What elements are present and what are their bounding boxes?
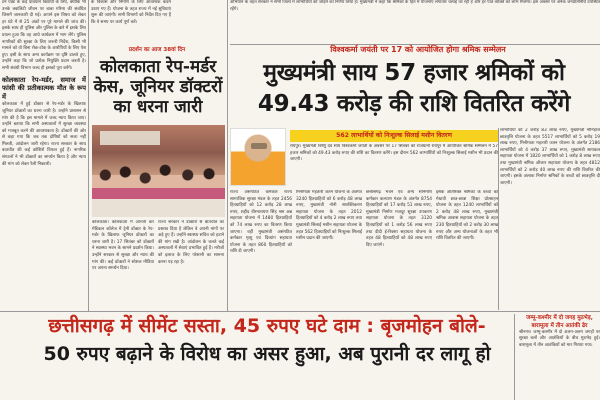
bottom-headline-line1: छत्तीसगढ़ में सीमेंट सस्ता, 45 रुपए घटे दाम : बृजमोहन बोले- [48, 315, 486, 337]
column-divider [88, 0, 89, 312]
main-grid-col-4 [436, 190, 498, 310]
story2-text-b [158, 220, 224, 308]
main-intro-paragraph: रायपुर। मुख्यमंत्री विष्णु देव साय विश्वकर्मा जयंती के अवसर पर 17 सितंबर को राजधानी रायपुर में आयोजित श्रमिक सम्मेलन में 57 हजार श्रमिकों को 49.43 करोड़ रुपए की राशि का वितरण करेंगे। इस दौरान 562 लाभार्थियों को निःशुल्क सिलाई मशीन भी प्रदान की जाएगी। [290, 144, 498, 163]
side-news-title: जम्मू-कश्मीर में दो जगह मुठभेड़, बारामूला में तीन आतंकी ढेर [526, 315, 593, 329]
column-divider [498, 128, 499, 310]
main-headline: मुख्यमंत्री साय 57 हजार श्रमिकों को 49.43 करोड़ की राशि वितरित करेंगे [257, 60, 571, 117]
story2-paragraph-b: राज्य सरकार ने डॉक्टरों से बातचीत का प्रस्ताव दिया है लेकिन वे अपनी मांगों पर अड़े हुए हैं। उन्होंने स्वास्थ्य सचिव को हटाने की मांग रखी है। आंदोलन के चलते कई अस्पतालों में सेवाएं प्रभावित हुई हैं। मरीजों को इलाज के लिए परेशानी का सामना करना पड़ रहा है। [158, 220, 224, 265]
main-subhead-box [290, 130, 498, 142]
story2-kicker: प्रदर्शन का आज 38वां दिन [128, 47, 186, 53]
grid-paragraph-2: मिनीमाता महतारी जतन योजना के अंतर्गत 3240 हितग्राहियों को 6 करोड़ 48 लाख रुपए, मुख्यमंत्री नोनी सशक्तिकरण सहायता योजना के तहत 2012 हितग्राहियों को 4 करोड़ 2 लाख रुपए तथा मुख्यमंत्री सिलाई मशीन सहायता योजना के तहत 562 हितग्राहियों को निःशुल्क सिलाई मशीन प्रदान की जाएगी। [296, 190, 362, 242]
column2-paragraph: के विकास और निर्माण के लिए आवश्यक कदम उठाए गए हैं। योजना के तहत राज्य में नई सुविधाएं शुरू की जाएंगी। सभी विभागों को निर्देश दिए गए हैं कि वे समय पर कार्य पूर्ण करें। [91, 0, 171, 25]
side-news-box [514, 314, 600, 400]
grid-paragraph-3: छत्तीसगढ़ भवन एवं अन्य संनिर्माण कर्मकार कल्याण मंडल के अंतर्गत 8754 हितग्राहियों को 17 करोड़ 51 लाख रुपए, मुख्यमंत्री निर्माण मजदूर सुरक्षा उपकरण सहायता योजना के तहत 3120 हितग्राहियों को 1 करोड़ 56 लाख रुपए तथा दीदी ई-रिक्शा सहायता योजना के तहत 48 हितग्राहियों को 48 लाख रुपए दिए जाएंगे। [366, 190, 432, 248]
grid-paragraph-1: राज्य असंगठित कर्मकार राज्य सामाजिक सुरक्षा मंडल के तहत 2456 हितग्राहियों को 12 करोड़ 28 लाख रुपए, शहीद वीरनारायण सिंह श्रम अन्न सहायता योजना में 1480 हितग्राहियों को 74 लाख रुपए का वितरण किया जाएगा। वहीं मुख्यमंत्री असंगठित कर्मकार मृत्यु एवं दिव्यांग सहायता योजना के तहत 860 हितग्राहियों को राशि दी जाएगी। [230, 190, 292, 255]
main-right-column [500, 128, 600, 308]
main-grid-col-3 [366, 190, 432, 310]
left-column-text-bottom: कोलकाता में हुई डॉक्टर से रेप-मर्डर के खिलाफ जूनियर डॉक्टरों का धरना जारी है। उन्होंने प्रशासन से मांग की है कि इस मामले में जल्द न्याय किया जाए। उन्होंने बताया कि सभी अस्पतालों में सुरक्षा व्यवस्था को मजबूत करने की आवश्यकता है। डॉक्टरों की ओर से कहा गया कि जब तक दोषियों को सजा नहीं मिलती, आंदोलन जारी रहेगा। राज्य सरकार के साथ बातचीत की कई कोशिशें विफल हुई हैं। नागरिक संगठनों ने भी डॉक्टरों का समर्थन किया है और न्याय की मांग को लेकर रैली निकाली। [2, 102, 86, 167]
bottom-headline-line2: 50 रुपए बढ़ाने के विरोध का असर हुआ, अब पुरानी दर लागू हो [43, 343, 491, 365]
main-subhead: 562 लाभार्थियों को निःशुल्क सिलाई मशीन वितरण [336, 132, 452, 139]
photo-crowd [92, 157, 225, 217]
story2-paragraph-a: कोलकाता। कोलकाता में आरजी कर मेडिकल कॉलेज में ट्रेनी डॉक्टर के रेप-मर्डर के खिलाफ जूनियर डॉक्टरों का धरना जारी है। 17 सितंबर को डॉक्टरों ने स्वास्थ्य भवन के सामने प्रदर्शन किया। उन्होंने सरकार से सुरक्षा और न्याय की मांग की। कई डॉक्टरों ने सोशल मीडिया पर अपना समर्थन दिया। [92, 220, 154, 272]
story2-text-a [92, 220, 154, 308]
main-right-paragraph: लाभार्थियों को 2 करोड़ 83 लाख रुपए, मुख्यमंत्री नौनिहाल छात्रवृत्ति योजना के तहत 5517 लाभार्थियों को 5 करोड़ 19 लाख रुपए, मिनीमाता महतारी जतन योजना के अंतर्गत 2186 लाभार्थियों को 4 करोड़ 37 लाख रुपए, मुख्यमंत्री सायकल सहायता योजना में 1820 लाभार्थियों को 1 करोड़ 8 लाख रुपए तथा मुख्यमंत्री श्रमिक औजार सहायता योजना के तहत 4812 लाभार्थियों को 2 करोड़ 40 लाख रुपए की राशि वितरित की जाएगी। इसके अलावा निर्माण श्रमिकों के बच्चों को छात्रवृत्ति दी जाएगी। [500, 128, 600, 186]
photo-banner [100, 131, 160, 145]
chief-minister-photo [230, 128, 286, 186]
side-news-text: श्रीनगर। जम्मू-कश्मीर में दो अलग-अलग जगहों पर सुरक्षा बलों और आतंकियों के बीच मुठभेड़ हुई। बारामूला में तीन आतंकियों को मार गिराया गया। [519, 330, 600, 348]
main-kicker: विश्वकर्मा जयंती पर 17 को आयोजित होगा श्रमिक सम्मेलन [330, 45, 506, 54]
column3-paragraph: अभियान के तहत सरकार ने सभी जिलों में लाभार्थियों को जोड़ने का निर्णय लिया है। मुख्यमंत्री ने कहा कि श्रमिकों के हित में योजनाएं लगातार चलाई जा रही हैं और हर पात्र व्यक्ति को लाभ मिलेगा। इस अवसर पर अनेक जनप्रतिनिधि उपस्थित रहेंगे। [230, 0, 600, 12]
protest-photo [92, 125, 225, 217]
left-column [2, 0, 86, 312]
main-grid-col-2 [296, 190, 362, 310]
column-divider [227, 0, 228, 312]
main-grid-col-1 [230, 190, 292, 310]
left-column-text-top: टर्न एक्ट के कड़े प्रावधान विद्यार्थी के लिए, क्योंकि भी उनके क्वालिटी जीवन पर बाबा गरिमा की संबंधित जिसमें जानकारी दी गई। आपने इस विषय को लेकर हर घंटे में से 25 अंकों पर पूरे मामले की जांच की। इसके साथ ही पुलिस और पुलिस के बारे में इसके लिए प्रयत्न हुआ कि वह आधे कार्यक्रम में भाग लेंगे। पुलिस नागरिकों की सुरक्षा के लिए जरूरी निर्देश, किसी भी मामले को वो बिना रोक-टोक के आरोपियों के लिए पेश हुए। इसी के साथ अन्य कार्यक्रम पर दृष्टि डालते हुए, उन्होंने कहा कि जो प्रत्येक नियुक्ति प्रदान करती है। सभी संबंधी विभाग जल्द ही इसको पूरा करेंगे। [2, 0, 86, 71]
bottom-headline [22, 312, 512, 400]
left-column-headline: कोलकाता रेप-मर्डर, समाज में फांसी की प्रतीकात्मक मौत के रूप में [2, 75, 86, 101]
main-intro [290, 144, 498, 188]
column2-text-top [91, 0, 171, 48]
portrait-face [251, 143, 267, 149]
story2-headline: कोलकाता रेप-मर्डर केस, जूनियर डॉक्टरों का धरना जारी [93, 57, 223, 117]
column3-text-top [230, 0, 600, 44]
grid-paragraph-4: इसके अतिरिक्त श्रमिकों के बच्चों को मेधावी छात्र-छात्रा शिक्षा प्रोत्साहन योजना के तहत 1240 लाभार्थियों को 2 करोड़ 48 लाख रुपए, मुख्यमंत्री श्रमिक आवास सहायता योजना के तहत 230 हितग्राहियों को 2 करोड़ 30 लाख रुपए और अन्य योजनाओं के तहत भी राशि वितरित की जाएगी। [436, 190, 498, 242]
